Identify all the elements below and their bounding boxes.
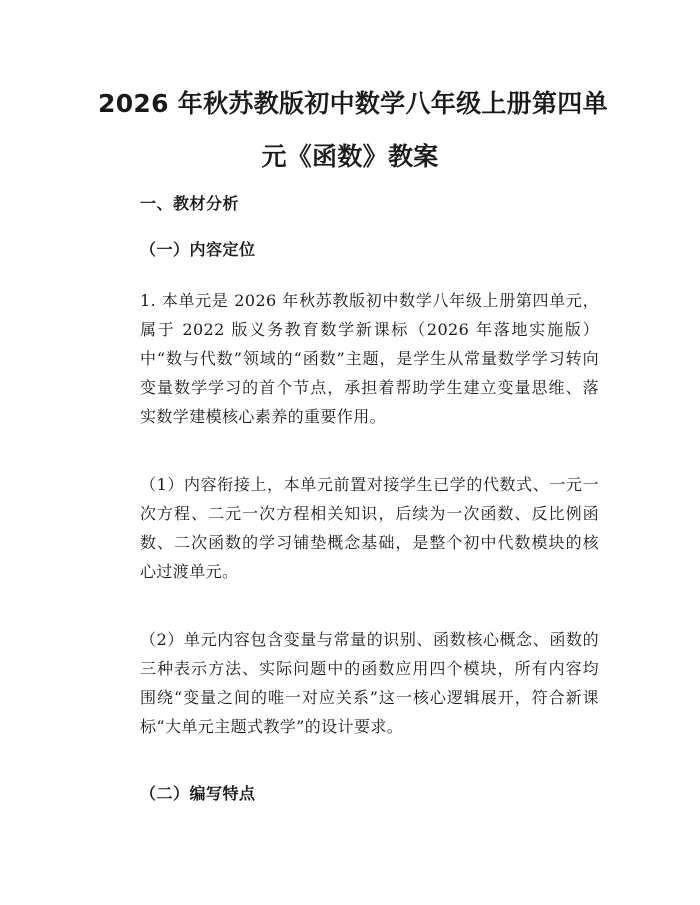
paragraph-text: 1. 本单元是 2026 年秋苏教版初中数学八年级上册第四单元，属于 2022 版义务教育数学新课标（2026 年落地实施版）中“数与代数”领域的“函数”主题，是学生从常量数学学习转向变量数学学习的首个节点，承担着帮助学生建立变量思维、落实数学建模核心素养的重要作用。 bbox=[140, 291, 599, 426]
subsection-heading-content-positioning: （一）内容定位 bbox=[140, 240, 256, 259]
subsection-heading-writing-features: （二）编写特点 bbox=[140, 784, 256, 803]
document-title-line-2: 元《函数》教案 bbox=[261, 142, 439, 171]
paragraph-unit-modules bbox=[103, 625, 599, 741]
paragraph-unit-overview bbox=[103, 286, 599, 431]
paragraph-text: （2）单元内容包含变量与常量的识别、函数核心概念、函数的三种表示方法、实际问题中的函数应用四个模块，所有内容均围绕“变量之间的唯一对应关系”这一核心逻辑展开，符合新课标“大单元主题式教学”的设计要求。 bbox=[140, 630, 599, 736]
paragraph-content-connection bbox=[103, 470, 599, 586]
document-title-line-1: 2026 年秋苏教版初中数学八年级上册第四单 bbox=[98, 89, 608, 118]
section-heading-textbook-analysis: 一、教材分析 bbox=[140, 194, 240, 213]
paragraph-text: （1）内容衔接上，本单元前置对接学生已学的代数式、一元一次方程、二元一次方程相关知识，后续为一次函数、反比例函数、二次函数的学习铺垫概念基础，是整个初中代数模块的核心过渡单元。 bbox=[140, 475, 599, 581]
